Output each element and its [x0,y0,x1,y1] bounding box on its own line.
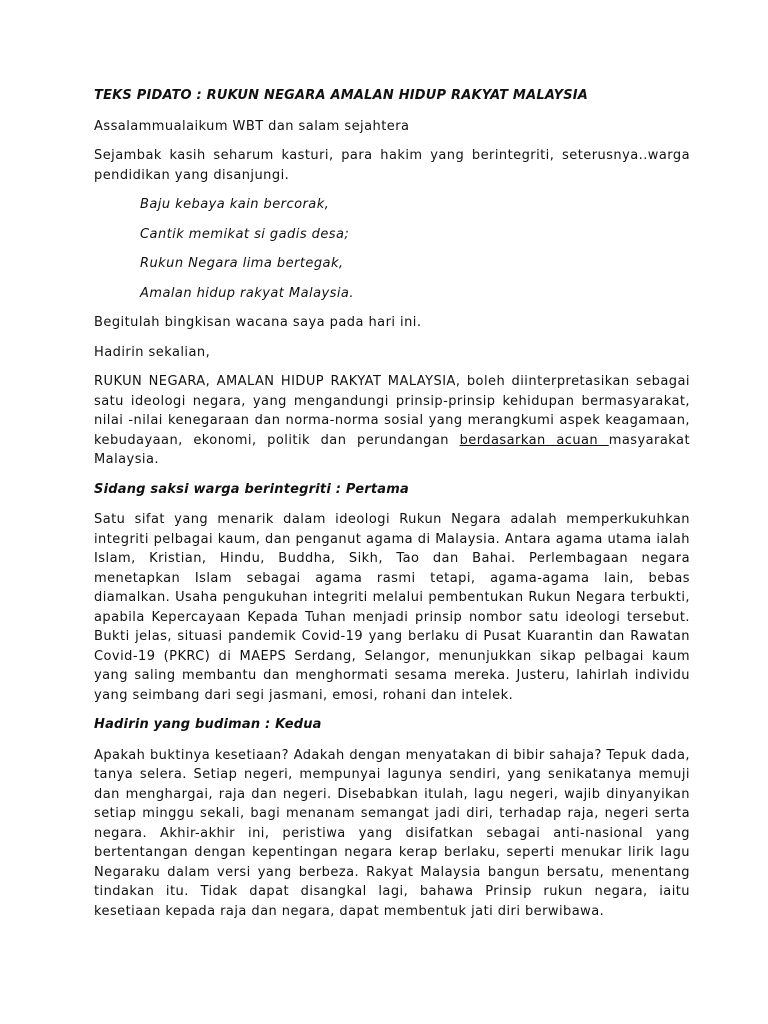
speech-document [94,86,690,931]
pantun-line: Baju kebaya kain bercorak, [140,197,330,212]
intro-paragraph [94,372,690,470]
document-title: TEKS PIDATO : RUKUN NEGARA AMALAN HIDUP RAKYAT MALAYSIA [94,88,589,103]
pantun-line: Amalan hidup rakyat Malaysia. [140,285,354,301]
intro-text-end: masyarakat Malaysia. [94,432,690,467]
section-body-second: Apakah buktinya kesetiaan? Adakah dengan menyatakan di bibir sahaja? Tepuk dada, tanya selera. Setiap negeri, mempunyai lagunya sendiri, yang senikatanya memuji dan menghargai, raja dan negeri. Disebabkan itulah, lagu negeri, wajib dinyanyikan setiap minggu sekali, bagi menanam semangat jadi diri, terhadap raja, negeri serta negara. Akhir-akhir ini, peristiwa yang disifatkan sebagai anti-nasional yang bertentangan dengan kepentingan negara kerap berlaku, seperti menukar lirik lagu Negaraku dalam versi yang berbeza. Rakyat Malaysia bangun bersatu, menentang tindakan itu. Tidak dapat disangkal lagi, bahawa Prinsip rukun negara, iaitu kesetiaan kepada raja dan negara, dapat membentuk jati diri berwibawa. [94,747,690,919]
pantun [94,195,690,303]
pantun-line: Rukun Negara lima bertegak, [140,256,344,271]
greeting: Assalammualaikum WBT dan salam sejahtera [94,118,410,134]
audience-address: Hadirin sekalian, [94,344,211,360]
underlined-phrase: berdasarkan acuan [459,432,609,448]
section-body-first: Satu sifat yang menarik dalam ideologi Rukun Negara adalah memperkukuhkan integriti pelbagai kaum, dan penganut agama di Malaysia. Antara agama utama ialah Islam, Kristian, Hindu, Buddha, Sikh, Tao dan Bahai. Perlembagaan negara menetapkan Islam sebagai agama rasmi tetapi, agama-agama lain, bebas diamalkan. Usaha pengukuhan integriti melalui pembentukan Rukun Negara terbukti, apabila Kepercayaan Kepada Tuhan menjadi prinsip nombor satu ideologi tersebut. Bukti jelas, situasi pandemik Covid-19 yang berlaku di Pusat Kuarantin dan Rawatan Covid-19 (PKRC) di MAEPS Serdang, Selangor, menunjukkan sikap pelbagai kaum yang saling membantu dan menghormati sesama mereka. Justeru, lahirlah individu yang seimbang dari segi jasmani, emosi, rohani dan intelek. [94,512,690,703]
closing-intro: Begitulah bingkisan wacana saya pada hari ini. [94,315,422,330]
opening-paragraph: Sejambak kasih seharum kasturi, para hakim yang berintegriti, seterusnya..warga pendidikan yang disanjungi. [94,148,690,183]
section-heading-second: Hadirin yang budiman : Kedua [94,717,322,732]
intro-text: RUKUN NEGARA, AMALAN HIDUP RAKYAT MALAYSIA, boleh diinterpretasikan sebagai satu ideologi negara, yang mengandungi prinsip-prinsip kehidupan bermasyarakat, nilai -nilai kenegaraan dan norma-norma sosial yang merangkumi aspek keagamaan, kebudayaan, ekonomi, politik dan perundangan [94,374,690,448]
pantun-line: Cantik memikat si gadis desa; [140,226,350,242]
section-heading-first: Sidang saksi warga berintegriti : Pertama [94,481,409,497]
